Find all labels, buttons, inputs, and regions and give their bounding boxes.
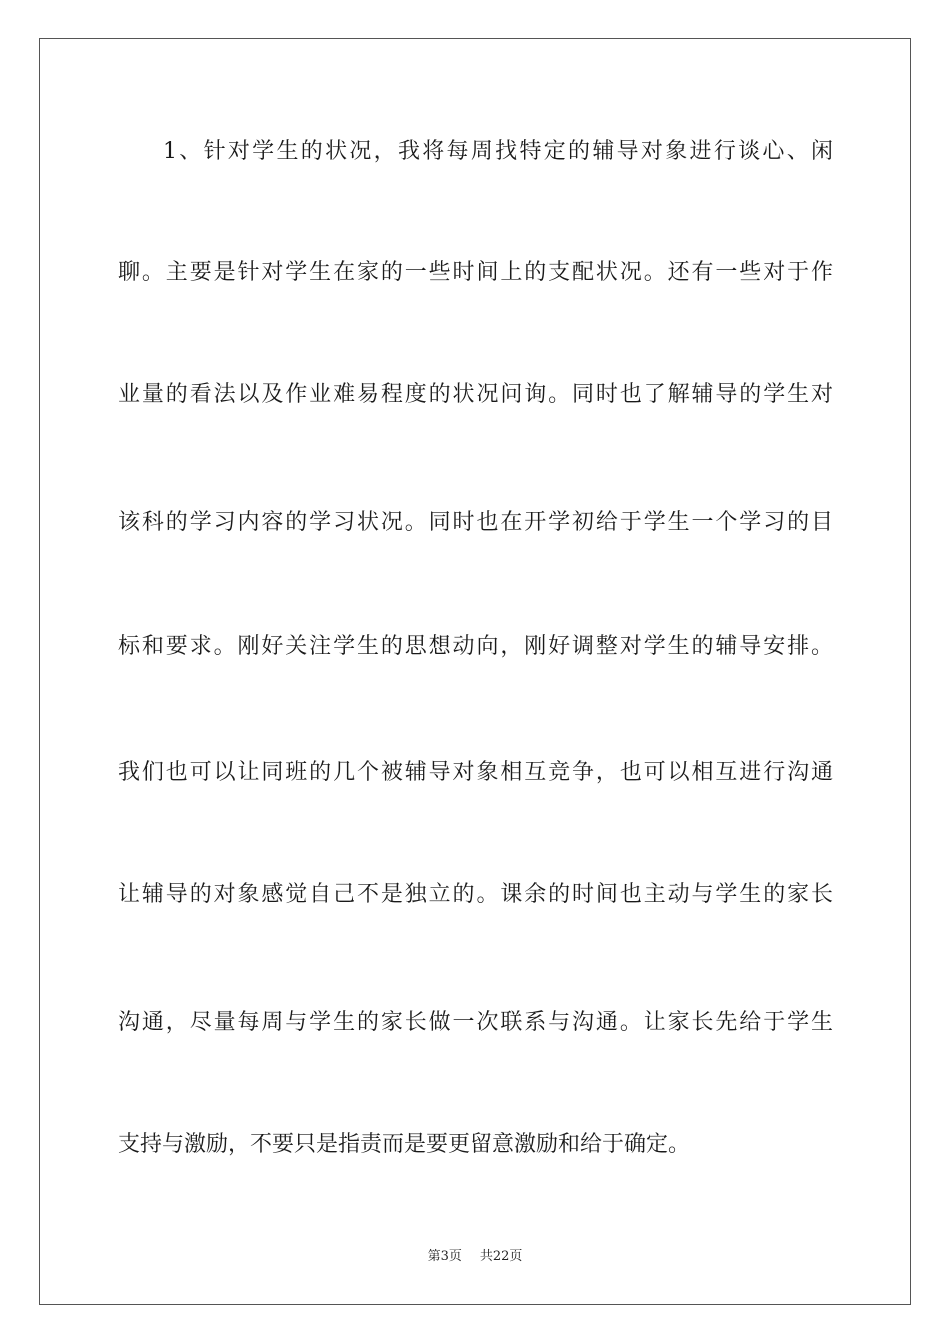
page-footer (0, 1248, 950, 1266)
paragraph-line: 业量的看法以及作业难易程度的状况问询。同时也了解辅导的学生对 (118, 382, 833, 407)
paragraph-line: 我们也可以让同班的几个被辅导对象相互竞争，也可以相互进行沟通 (118, 760, 833, 785)
paragraph-line: 标和要求。刚好关注学生的思想动向，刚好调整对学生的辅导安排。 (118, 634, 833, 659)
page-total: 共22页 (479, 1249, 523, 1264)
paragraph-line: 1、针对学生的状况，我将每周找特定的辅导对象进行谈心、闲 (163, 139, 833, 164)
paragraph-line: 让辅导的对象感觉自己不是独立的。课余的时间也主动与学生的家长 (118, 882, 833, 907)
paragraph-line: 支持与激励，不要只是指责而是要更留意激励和给于确定。 (118, 1132, 691, 1157)
paragraph-line: 沟通，尽量每周与学生的家长做一次联系与沟通。让家长先给于学生 (118, 1010, 833, 1035)
paragraph-line: 聊。主要是针对学生在家的一些时间上的支配状况。还有一些对于作 (118, 260, 833, 285)
paragraph-line: 该科的学习内容的学习状况。同时也在开学初给于学生一个学习的目 (118, 510, 833, 535)
page-number: 第3页 (427, 1249, 462, 1264)
page-border (39, 38, 911, 1305)
